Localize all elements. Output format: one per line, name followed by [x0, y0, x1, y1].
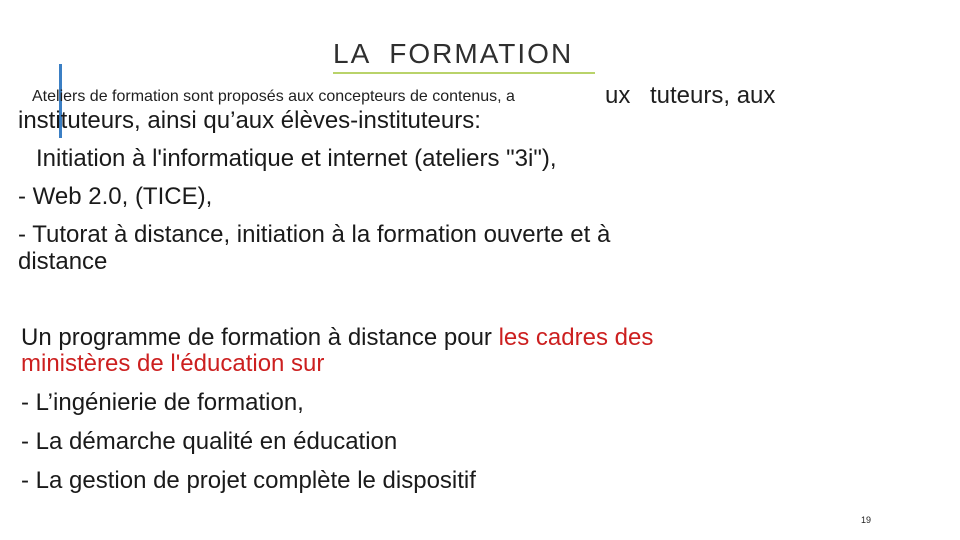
intro-text-large: tuteurs, aux — [650, 82, 776, 109]
programme-highlight: les cadres des — [498, 324, 654, 351]
programme-highlight-line2: ministères de l'éducation sur — [21, 350, 325, 377]
intro-text-line2: instituteurs, ainsi qu’aux élèves-instituteurs: — [18, 107, 481, 134]
bullet-item: - Tutorat à distance, initiation à la formation ouverte et à — [18, 221, 611, 248]
bullet-item: - Web 2.0, (TICE), — [18, 183, 213, 210]
component-item: - L’ingénierie de formation, — [21, 389, 304, 416]
slide-title: LA FORMATION — [333, 38, 574, 69]
programme-line — [21, 324, 653, 352]
component-item: - La gestion de projet complète le dispositif — [21, 467, 476, 494]
page-number: 19 — [861, 515, 872, 525]
intro-text-small: Ateliers de formation sont proposés aux concepteurs de contenus, a — [32, 88, 515, 105]
intro-text-ux: ux — [605, 82, 631, 109]
bullet-item: Initiation à l'informatique et internet (ateliers "3i"), — [36, 145, 557, 172]
component-item: - La démarche qualité en éducation — [21, 428, 398, 455]
bullet-item: distance — [18, 248, 108, 275]
programme-lead: Un programme de formation à distance pour — [21, 324, 499, 351]
title-underline — [333, 72, 595, 74]
